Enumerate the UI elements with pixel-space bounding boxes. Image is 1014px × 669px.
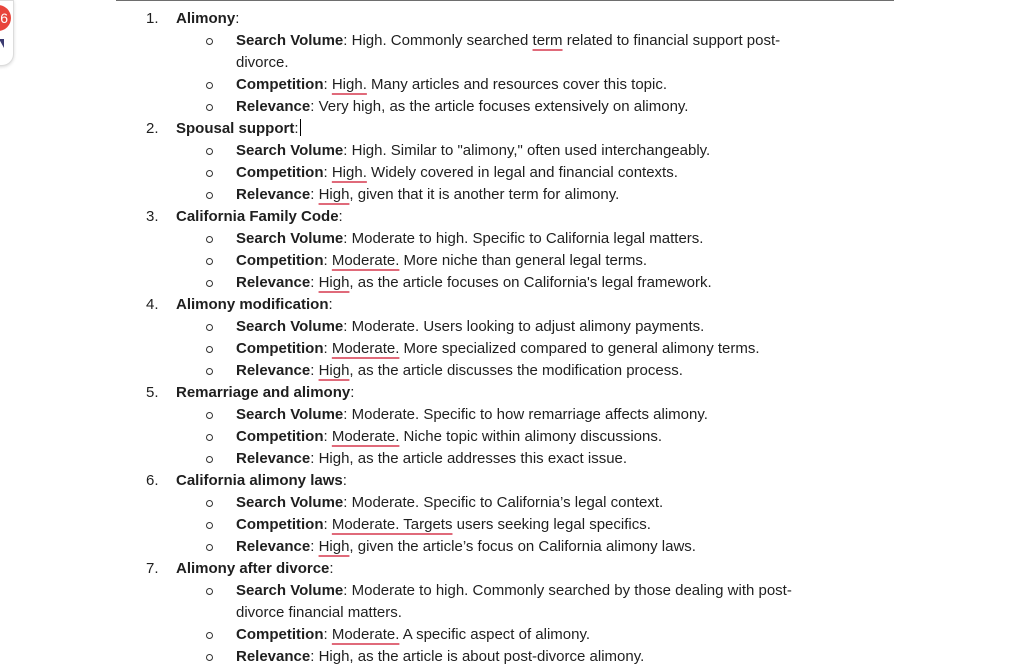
hollow-bullet-icon bbox=[206, 236, 213, 243]
metric-text: High, as the article addresses this exact issue. bbox=[318, 450, 628, 467]
metric-label: Search Volume bbox=[236, 406, 344, 423]
colon: : bbox=[235, 10, 240, 27]
metric-text-rest: , as the article discusses the modification process. bbox=[349, 362, 683, 379]
hollow-bullet-icon bbox=[206, 82, 213, 89]
metric-label: Competition bbox=[236, 340, 324, 357]
colon: : bbox=[328, 296, 333, 313]
sub-list-item[interactable] bbox=[0, 404, 1014, 426]
spellcheck-flagged-text[interactable]: High bbox=[318, 274, 350, 291]
sub-item-text bbox=[236, 646, 816, 668]
list-item-title bbox=[176, 470, 347, 492]
metric-text: High. Commonly searched bbox=[351, 32, 533, 49]
metric-label: Competition bbox=[236, 164, 324, 181]
metric-label: Competition bbox=[236, 252, 324, 269]
metric-label: Competition bbox=[236, 626, 324, 643]
keyword-label: Spousal support bbox=[176, 120, 295, 137]
metric-text: High. Similar to "alimony," often used interchangeably. bbox=[351, 142, 711, 159]
separator: : bbox=[343, 406, 352, 423]
list-item[interactable] bbox=[0, 470, 1014, 492]
metric-label: Relevance bbox=[236, 362, 311, 379]
sub-item-text bbox=[236, 162, 816, 184]
separator: : bbox=[323, 340, 332, 357]
list-item-number: 2. bbox=[146, 120, 159, 137]
sub-item-text bbox=[236, 492, 816, 514]
hollow-bullet-icon bbox=[206, 148, 213, 155]
metric-label: Relevance bbox=[236, 98, 311, 115]
separator: : bbox=[343, 142, 352, 159]
hollow-bullet-icon bbox=[206, 38, 213, 45]
sub-list-item[interactable] bbox=[0, 360, 1014, 382]
hollow-bullet-icon bbox=[206, 522, 213, 529]
keyword-label: California alimony laws bbox=[176, 472, 343, 489]
keyword-label: Alimony after divorce bbox=[176, 560, 330, 577]
hollow-bullet-icon bbox=[206, 412, 213, 419]
sub-list-item[interactable] bbox=[0, 184, 1014, 206]
sub-item-text bbox=[236, 404, 816, 426]
metric-label: Search Volume bbox=[236, 142, 344, 159]
separator: : bbox=[343, 582, 352, 599]
sub-item-text bbox=[236, 338, 816, 360]
hollow-bullet-icon bbox=[206, 632, 213, 639]
list-item-number: 7. bbox=[146, 560, 159, 577]
hollow-bullet-icon bbox=[206, 588, 213, 595]
sub-item-text bbox=[236, 272, 816, 294]
sub-list-item[interactable] bbox=[0, 316, 1014, 338]
separator: : bbox=[323, 164, 332, 181]
keyword-label: California Family Code bbox=[176, 208, 339, 225]
sub-item-text bbox=[236, 74, 816, 96]
metric-label: Search Volume bbox=[236, 318, 344, 335]
sub-item-text bbox=[236, 426, 816, 448]
sub-list-item[interactable] bbox=[0, 30, 1014, 74]
spellcheck-flagged-text[interactable]: Moderate. bbox=[331, 428, 400, 445]
list-item[interactable] bbox=[0, 382, 1014, 404]
metric-text: Moderate. Users looking to adjust alimony payments. bbox=[351, 318, 705, 335]
list-item-title bbox=[176, 8, 239, 30]
list-item-number: 1. bbox=[146, 10, 159, 27]
hollow-bullet-icon bbox=[206, 544, 213, 551]
metric-text-rest: More niche than general legal terms. bbox=[399, 252, 648, 269]
sub-list-item[interactable] bbox=[0, 514, 1014, 536]
metric-label: Relevance bbox=[236, 450, 311, 467]
separator: : bbox=[323, 428, 332, 445]
hollow-bullet-icon bbox=[206, 346, 213, 353]
hollow-bullet-icon bbox=[206, 434, 213, 441]
metric-label: Search Volume bbox=[236, 582, 344, 599]
metric-text-rest: , as the article focuses on California's legal framework. bbox=[349, 274, 712, 291]
colon: : bbox=[329, 560, 334, 577]
metric-text-rest: Many articles and resources cover this topic. bbox=[366, 76, 667, 93]
separator: : bbox=[343, 32, 352, 49]
metric-label: Relevance bbox=[236, 538, 311, 555]
sub-item-text bbox=[236, 250, 816, 272]
separator: : bbox=[343, 318, 352, 335]
list-item[interactable] bbox=[0, 206, 1014, 228]
metric-label: Search Volume bbox=[236, 32, 344, 49]
separator: : bbox=[343, 230, 352, 247]
separator: : bbox=[323, 76, 332, 93]
spellcheck-flagged-text[interactable]: High. bbox=[331, 76, 367, 93]
list-item-title bbox=[176, 382, 354, 404]
spellcheck-flagged-text[interactable]: High. bbox=[331, 164, 367, 181]
sub-list-item[interactable] bbox=[0, 624, 1014, 646]
text-cursor bbox=[300, 119, 301, 136]
metric-label: Relevance bbox=[236, 186, 311, 203]
sub-list-item[interactable] bbox=[0, 580, 1014, 624]
list-item[interactable] bbox=[0, 558, 1014, 580]
spellcheck-flagged-text[interactable]: term bbox=[532, 32, 563, 49]
spellcheck-flagged-text[interactable]: Moderate. bbox=[331, 252, 400, 269]
hollow-bullet-icon bbox=[206, 280, 213, 287]
separator: : bbox=[323, 626, 332, 643]
spellcheck-flagged-text[interactable]: High bbox=[318, 186, 350, 203]
separator: : bbox=[310, 362, 319, 379]
sub-list-item[interactable] bbox=[0, 250, 1014, 272]
metric-label: Competition bbox=[236, 516, 324, 533]
metric-text-rest: A specific aspect of alimony. bbox=[399, 626, 591, 643]
metric-label: Relevance bbox=[236, 274, 311, 291]
list-item[interactable] bbox=[0, 8, 1014, 30]
separator: : bbox=[310, 648, 319, 665]
metric-text-rest: , given that it is another term for alimony. bbox=[349, 186, 620, 203]
sub-item-text bbox=[236, 580, 816, 624]
spellcheck-flagged-text[interactable]: Moderate. bbox=[331, 340, 400, 357]
metric-text: Moderate. Specific to California’s legal context. bbox=[351, 494, 664, 511]
sub-list-item[interactable] bbox=[0, 228, 1014, 250]
separator: : bbox=[323, 252, 332, 269]
spellcheck-flagged-text[interactable]: High bbox=[318, 538, 350, 555]
separator: : bbox=[310, 98, 319, 115]
sub-list-item[interactable] bbox=[0, 426, 1014, 448]
keyword-label: Alimony modification bbox=[176, 296, 329, 313]
sub-list-item[interactable] bbox=[0, 74, 1014, 96]
list-item-title bbox=[176, 294, 333, 316]
metric-text-rest: related to financial support post-divorce. bbox=[236, 32, 781, 71]
separator: : bbox=[310, 538, 319, 555]
metric-label: Relevance bbox=[236, 648, 311, 665]
list-item-number: 4. bbox=[146, 296, 159, 313]
sub-item-text bbox=[236, 448, 816, 470]
document-body[interactable] bbox=[0, 8, 1014, 668]
colon: : bbox=[294, 120, 299, 137]
metric-text-rest: More specialized compared to general alimony terms. bbox=[399, 340, 760, 357]
separator: : bbox=[310, 186, 319, 203]
sub-list-item[interactable] bbox=[0, 338, 1014, 360]
hollow-bullet-icon bbox=[206, 170, 213, 177]
sub-item-text bbox=[236, 536, 816, 558]
spellcheck-flagged-text[interactable]: Moderate. bbox=[331, 626, 400, 643]
sub-list-item[interactable] bbox=[0, 96, 1014, 118]
metric-text-rest: Niche topic within alimony discussions. bbox=[399, 428, 663, 445]
separator: : bbox=[343, 494, 352, 511]
metric-label: Search Volume bbox=[236, 230, 344, 247]
metric-label: Search Volume bbox=[236, 494, 344, 511]
sub-item-text bbox=[236, 514, 816, 536]
hollow-bullet-icon bbox=[206, 104, 213, 111]
metric-text: Very high, as the article focuses extensively on alimony. bbox=[318, 98, 689, 115]
metric-text-rest: users seeking legal specifics. bbox=[452, 516, 651, 533]
sub-list-item[interactable] bbox=[0, 448, 1014, 470]
sub-item-text bbox=[236, 140, 816, 162]
metric-label: Competition bbox=[236, 428, 324, 445]
spellcheck-flagged-text[interactable]: Moderate. Targets bbox=[331, 516, 453, 533]
hollow-bullet-icon bbox=[206, 258, 213, 265]
list-item-number: 6. bbox=[146, 472, 159, 489]
metric-text: Moderate to high. Commonly searched by those dealing with post-divorce financial matters. bbox=[236, 582, 792, 621]
comment-count: 6 bbox=[0, 5, 11, 31]
sub-list-item[interactable] bbox=[0, 272, 1014, 294]
metric-text-rest: Widely covered in legal and financial contexts. bbox=[366, 164, 678, 181]
metric-text: Moderate. Specific to how remarriage affects alimony. bbox=[351, 406, 708, 423]
separator: : bbox=[310, 450, 319, 467]
sub-item-text bbox=[236, 184, 816, 206]
sub-item-text bbox=[236, 228, 816, 250]
page-top-border bbox=[116, 0, 894, 1]
separator: : bbox=[310, 274, 319, 291]
metric-label: Competition bbox=[236, 76, 324, 93]
sub-list-item[interactable] bbox=[0, 140, 1014, 162]
sub-list-item[interactable] bbox=[0, 162, 1014, 184]
hollow-bullet-icon bbox=[206, 500, 213, 507]
list-item-title bbox=[176, 206, 343, 228]
sub-list-item[interactable] bbox=[0, 492, 1014, 514]
sub-item-text bbox=[236, 360, 816, 382]
metric-text-rest: , given the article’s focus on California alimony laws. bbox=[349, 538, 696, 555]
list-item-number: 3. bbox=[146, 208, 159, 225]
sub-item-text bbox=[236, 624, 816, 646]
list-item[interactable] bbox=[0, 118, 1014, 140]
keyword-label: Remarriage and alimony bbox=[176, 384, 351, 401]
keyword-label: Alimony bbox=[176, 10, 236, 27]
sub-item-text bbox=[236, 316, 816, 338]
separator: : bbox=[323, 516, 332, 533]
metric-text: Moderate to high. Specific to California legal matters. bbox=[351, 230, 704, 247]
sub-item-text bbox=[236, 30, 816, 74]
hollow-bullet-icon bbox=[206, 192, 213, 199]
sub-list-item[interactable] bbox=[0, 646, 1014, 668]
colon: : bbox=[342, 472, 347, 489]
list-item-title bbox=[176, 118, 301, 140]
list-item[interactable] bbox=[0, 294, 1014, 316]
hollow-bullet-icon bbox=[206, 456, 213, 463]
sub-item-text bbox=[236, 96, 816, 118]
list-item-title bbox=[176, 558, 334, 580]
metric-text: High, as the article is about post-divorce alimony. bbox=[318, 648, 645, 665]
hollow-bullet-icon bbox=[206, 324, 213, 331]
hollow-bullet-icon bbox=[206, 368, 213, 375]
list-item-number: 5. bbox=[146, 384, 159, 401]
colon: : bbox=[338, 208, 343, 225]
sub-list-item[interactable] bbox=[0, 536, 1014, 558]
spellcheck-flagged-text[interactable]: High bbox=[318, 362, 350, 379]
colon: : bbox=[350, 384, 355, 401]
hollow-bullet-icon bbox=[206, 654, 213, 661]
